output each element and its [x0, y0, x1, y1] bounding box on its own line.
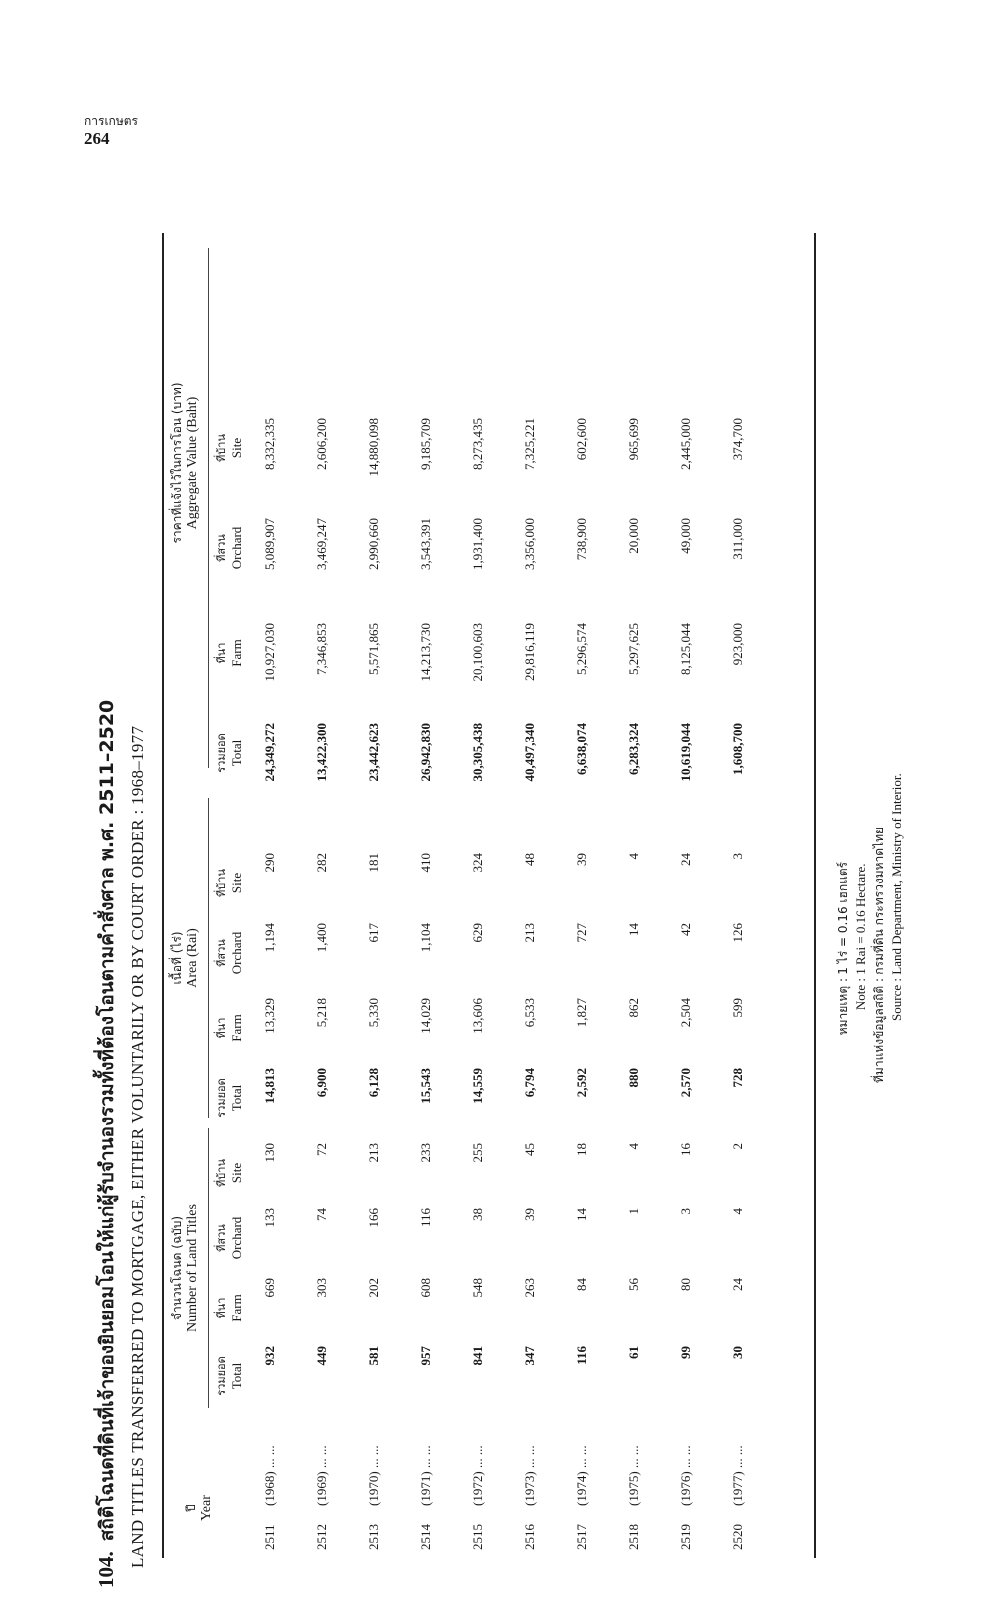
subcolumn-header	[214, 613, 244, 693]
subcolumn-header-english: Total	[229, 1084, 244, 1112]
table-cell: 24	[730, 1278, 745, 1291]
table-cell: 290	[262, 853, 277, 873]
table-row	[574, 233, 626, 1558]
page-header	[84, 112, 138, 148]
table-cell: 3,469,247	[314, 518, 329, 570]
year-buddhist-era: 2513	[366, 1524, 381, 1550]
table-cell: 1,104	[418, 923, 433, 953]
group-area-thai: เนื้อที่ (ไร่)	[170, 931, 184, 985]
table-cell: 20,000	[626, 518, 641, 554]
table-title	[92, 700, 122, 1588]
subcolumn-header-english: Site	[229, 1162, 244, 1184]
table-cell: 1,931,400	[470, 518, 485, 570]
year-common-era: (1976) ... ...	[678, 1445, 693, 1506]
table-cell: 5,218	[314, 998, 329, 1028]
top-rule	[162, 233, 164, 1558]
table-row	[366, 233, 418, 1558]
year-buddhist-era: 2514	[418, 1524, 433, 1550]
table-cell: 23,442,623	[366, 723, 381, 782]
source-label-english: Source :	[889, 978, 904, 1021]
table-cell: 30	[730, 1346, 745, 1359]
year-common-era: (1968) ... ...	[262, 1445, 277, 1506]
table-cell: 965,699	[626, 418, 641, 461]
table-cell: 303	[314, 1278, 329, 1298]
subcolumn-header	[214, 1336, 244, 1416]
table-cell: 39	[522, 1208, 537, 1221]
table-cell: 449	[314, 1346, 329, 1366]
subcolumn-header	[214, 408, 244, 488]
group-titles-thai: จำนวนโฉนด (ฉบับ)	[170, 1215, 184, 1321]
subcolumn-header-thai: ที่บ้าน	[215, 1159, 228, 1187]
table-cell: 80	[678, 1278, 693, 1291]
table-cell: 1	[626, 1208, 641, 1215]
table-cell: 6,128	[366, 1068, 381, 1098]
table-cell: 5,571,865	[366, 623, 381, 675]
table-cell: 40,497,340	[522, 723, 537, 782]
subcolumn-header	[214, 913, 244, 993]
table-cell: 116	[418, 1208, 433, 1228]
year-common-era: (1977) ... ...	[730, 1445, 745, 1506]
table-cell: 3	[678, 1208, 693, 1215]
notes-block	[834, 773, 906, 1128]
table-number: 104.	[94, 1551, 118, 1588]
table-row	[522, 233, 574, 1558]
table-cell: 14	[626, 923, 641, 936]
table-cell: 39	[574, 853, 589, 866]
table-cell: 1,400	[314, 923, 329, 953]
group-header-value	[170, 278, 200, 648]
table-cell: 30,305,438	[470, 723, 485, 782]
table-cell: 2,990,660	[366, 518, 381, 570]
subcolumn-header	[214, 988, 244, 1068]
table-cell: 608	[418, 1278, 433, 1298]
subcolumn-header-english: Farm	[229, 639, 244, 667]
group-titles-english: Number of Land Titles	[185, 1204, 200, 1332]
table-cell: 99	[678, 1346, 693, 1359]
group-value-english: Aggregate Value (Baht)	[185, 396, 200, 530]
year-buddhist-era: 2511	[262, 1524, 277, 1550]
table-cell: 213	[522, 923, 537, 943]
table-cell: 3,543,391	[418, 518, 433, 570]
table-cell: 56	[626, 1278, 641, 1291]
table-cell: 669	[262, 1278, 277, 1298]
source-english: Land Department, Ministry of Interior.	[889, 773, 904, 975]
year-common-era: (1975) ... ...	[626, 1445, 641, 1506]
section-name: การเกษตร	[84, 114, 138, 128]
subcolumn-header-english: Total	[229, 739, 244, 767]
table-cell: 599	[730, 998, 745, 1018]
year-common-era: (1973) ... ...	[522, 1445, 537, 1506]
subcolumn-header-english: Site	[229, 872, 244, 894]
table-cell: 728	[730, 1068, 745, 1088]
table-cell: 14,029	[418, 998, 433, 1034]
table-cell: 233	[418, 1143, 433, 1163]
table-cell: 14,880,098	[366, 418, 381, 477]
subcolumn-header-thai: รวมยอด	[215, 1078, 228, 1118]
subcolumn-header-english: Orchard	[229, 526, 244, 570]
note-english: 1 Rai = 0.16 Hectare.	[853, 863, 868, 975]
subcolumn-header-thai: ที่บ้าน	[215, 869, 228, 897]
table-cell: 3,356,000	[522, 518, 537, 570]
subcolumn-header-thai: ที่บ้าน	[215, 434, 228, 462]
table-cell: 1,608,700	[730, 723, 745, 775]
table-cell: 8,273,435	[470, 418, 485, 470]
table-row	[262, 233, 314, 1558]
source-english-line	[888, 773, 906, 1128]
table-cell: 880	[626, 1068, 641, 1088]
table-cell: 13,329	[262, 998, 277, 1034]
table-cell: 727	[574, 923, 589, 943]
year-common-era: (1970) ... ...	[366, 1445, 381, 1506]
table-cell: 255	[470, 1143, 485, 1163]
subcolumn-header-thai: ที่สวน	[215, 939, 228, 967]
table-cell: 311,000	[730, 518, 745, 560]
title-english: LAND TITLES TRANSFERRED TO MORTGAGE, EITHER VOLUNTARILY OR BY COURT ORDER : 1968–1977	[128, 725, 147, 1568]
table-cell: 9,185,709	[418, 418, 433, 470]
subcolumn-header-thai: รวมยอด	[215, 1356, 228, 1396]
table-cell: 282	[314, 853, 329, 873]
table-cell: 6,283,324	[626, 723, 641, 775]
table-cell: 2,606,200	[314, 418, 329, 470]
table-cell: 374,700	[730, 418, 745, 461]
source-thai: กรมที่ดิน กระทรวงมหาดไทย	[872, 826, 886, 975]
table-cell: 24	[678, 853, 693, 866]
year-common-era: (1974) ... ...	[574, 1445, 589, 1506]
table-cell: 6,638,074	[574, 723, 589, 775]
table-cell: 548	[470, 1278, 485, 1298]
table-cell: 61	[626, 1346, 641, 1359]
table-cell: 581	[366, 1346, 381, 1366]
subcolumn-header-thai: ที่สวน	[215, 534, 228, 562]
table-cell: 166	[366, 1208, 381, 1228]
note-thai: 1 ไร่ = 0.16 เฮกแตร์	[836, 861, 850, 975]
table-cell: 126	[730, 923, 745, 943]
table-row	[626, 233, 678, 1558]
year-buddhist-era: 2517	[574, 1524, 589, 1550]
subcolumn-header	[214, 1268, 244, 1348]
table-cell: 8,125,044	[678, 623, 693, 675]
table-cell: 1,194	[262, 923, 277, 953]
note-english-line	[852, 773, 870, 1128]
table-cell: 5,089,907	[262, 518, 277, 570]
table-cell: 841	[470, 1346, 485, 1366]
table-cell: 72	[314, 1143, 329, 1156]
year-header-thai: ปี	[184, 1504, 198, 1512]
table-row	[418, 233, 470, 1558]
table-row	[470, 233, 522, 1558]
table-cell: 14	[574, 1208, 589, 1221]
table-cell: 4	[626, 853, 641, 860]
table-cell: 2,504	[678, 998, 693, 1028]
group-rule-value	[208, 248, 209, 768]
table-cell: 181	[366, 853, 381, 873]
page-number: 264	[84, 129, 110, 148]
table-cell: 862	[626, 998, 641, 1018]
table-cell: 5,297,625	[626, 623, 641, 675]
subcolumn-header-english: Farm	[229, 1014, 244, 1042]
subcolumn-header	[214, 713, 244, 793]
table-cell: 202	[366, 1278, 381, 1298]
bottom-rule	[814, 233, 816, 1558]
table-cell: 74	[314, 1208, 329, 1221]
subcolumn-header	[214, 843, 244, 923]
table-row	[314, 233, 366, 1558]
table-row	[678, 233, 730, 1558]
table-cell: 42	[678, 923, 693, 936]
subcolumn-header-thai: รวมยอด	[215, 733, 228, 773]
table-cell: 14,213,730	[418, 623, 433, 682]
year-buddhist-era: 2512	[314, 1524, 329, 1550]
table-cell: 26,942,830	[418, 723, 433, 782]
subcolumn-header-thai: ที่นา	[215, 642, 228, 664]
subcolumn-header	[214, 1058, 244, 1138]
table-cell: 629	[470, 923, 485, 943]
table-cell: 14,813	[262, 1068, 277, 1104]
table-cell: 932	[262, 1346, 277, 1366]
group-header-area	[170, 808, 200, 1108]
table-cell: 45	[522, 1143, 537, 1156]
subcolumn-header-english: Site	[229, 437, 244, 459]
table-cell: 6,533	[522, 998, 537, 1028]
table-cell: 2	[730, 1143, 745, 1150]
year-buddhist-era: 2515	[470, 1524, 485, 1550]
table-cell: 116	[574, 1346, 589, 1365]
table-cell: 13,422,300	[314, 723, 329, 782]
table-cell: 7,325,221	[522, 418, 537, 470]
note-label-english: Note :	[853, 978, 868, 1011]
table-cell: 6,794	[522, 1068, 537, 1098]
source-label-thai: ที่มาแห่งข้อมูลสถิติ :	[872, 978, 886, 1083]
subcolumn-header-thai: ที่นา	[215, 1297, 228, 1319]
table-cell: 18	[574, 1143, 589, 1156]
table-cell: 84	[574, 1278, 589, 1291]
table-cell: 263	[522, 1278, 537, 1298]
source-thai-line	[870, 773, 888, 1128]
table-cell: 7,346,853	[314, 623, 329, 675]
table-cell: 38	[470, 1208, 485, 1221]
table-cell: 410	[418, 853, 433, 873]
year-buddhist-era: 2518	[626, 1524, 641, 1550]
table-cell: 10,927,030	[262, 623, 277, 682]
subcolumn-header	[214, 508, 244, 588]
group-rule-titles	[208, 1128, 209, 1408]
table-cell: 24,349,272	[262, 723, 277, 782]
year-header-english: Year	[199, 1495, 214, 1521]
subcolumn-header-thai: ที่สวน	[215, 1224, 228, 1252]
group-rule-area	[208, 798, 209, 1118]
table-cell: 49,000	[678, 518, 693, 554]
table-cell: 8,332,335	[262, 418, 277, 470]
year-common-era: (1971) ... ...	[418, 1445, 433, 1506]
table-cell: 14,559	[470, 1068, 485, 1104]
table-cell: 602,600	[574, 418, 589, 461]
table-cell: 10,619,044	[678, 723, 693, 782]
table-cell: 324	[470, 853, 485, 873]
table-cell: 29,816,119	[522, 623, 537, 682]
year-buddhist-era: 2520	[730, 1524, 745, 1550]
table-cell: 738,900	[574, 518, 589, 561]
year-header	[184, 1468, 214, 1548]
table-cell: 13,606	[470, 998, 485, 1034]
group-area-english: Area (Rai)	[185, 928, 200, 988]
note-label-thai: หมายเหตุ :	[836, 978, 850, 1036]
group-header-titles	[170, 1143, 200, 1393]
table-cell: 4	[626, 1143, 641, 1150]
table-cell: 213	[366, 1143, 381, 1163]
table-cell: 347	[522, 1346, 537, 1366]
year-buddhist-era: 2519	[678, 1524, 693, 1550]
note-thai-line	[834, 773, 852, 1128]
year-common-era: (1969) ... ...	[314, 1445, 329, 1506]
table-cell: 957	[418, 1346, 433, 1366]
subcolumn-header-english: Orchard	[229, 931, 244, 975]
table-row	[730, 233, 782, 1558]
table-cell: 2,445,000	[678, 418, 693, 470]
table-cell: 16	[678, 1143, 693, 1156]
table-cell: 6,900	[314, 1068, 329, 1098]
year-buddhist-era: 2516	[522, 1524, 537, 1550]
table-cell: 1,827	[574, 998, 589, 1028]
year-common-era: (1972) ... ...	[470, 1445, 485, 1506]
table-cell: 4	[730, 1208, 745, 1215]
subcolumn-header-english: Orchard	[229, 1216, 244, 1260]
title-thai: สถิติโฉนดที่ดินที่เจ้าของยินยอมโอนให้แก่ผู้รับจำนองรวมทั้งที่ต้องโอนตามคำสั่งศาล พ.ศ. 2511–2520	[96, 699, 118, 1542]
table-page	[86, 168, 906, 1608]
table-cell: 3	[730, 853, 745, 860]
table-cell: 2,570	[678, 1068, 693, 1098]
table-cell: 133	[262, 1208, 277, 1228]
table-cell: 5,296,574	[574, 623, 589, 675]
table-cell: 2,592	[574, 1068, 589, 1098]
table-cell: 5,330	[366, 998, 381, 1028]
rotated-table-area	[86, 168, 990, 1588]
table-cell: 15,543	[418, 1068, 433, 1104]
subcolumn-header-english: Total	[229, 1362, 244, 1390]
group-value-thai: ราคาที่แจ้งไว้ในการโอน (บาท)	[170, 382, 184, 544]
table-cell: 923,000	[730, 623, 745, 666]
table-cell: 20,100,603	[470, 623, 485, 682]
subcolumn-header-english: Farm	[229, 1294, 244, 1322]
subcolumn-header-thai: ที่นา	[215, 1017, 228, 1039]
table-cell: 48	[522, 853, 537, 866]
table-cell: 130	[262, 1143, 277, 1163]
table-cell: 617	[366, 923, 381, 943]
subcolumn-header	[214, 1133, 244, 1213]
